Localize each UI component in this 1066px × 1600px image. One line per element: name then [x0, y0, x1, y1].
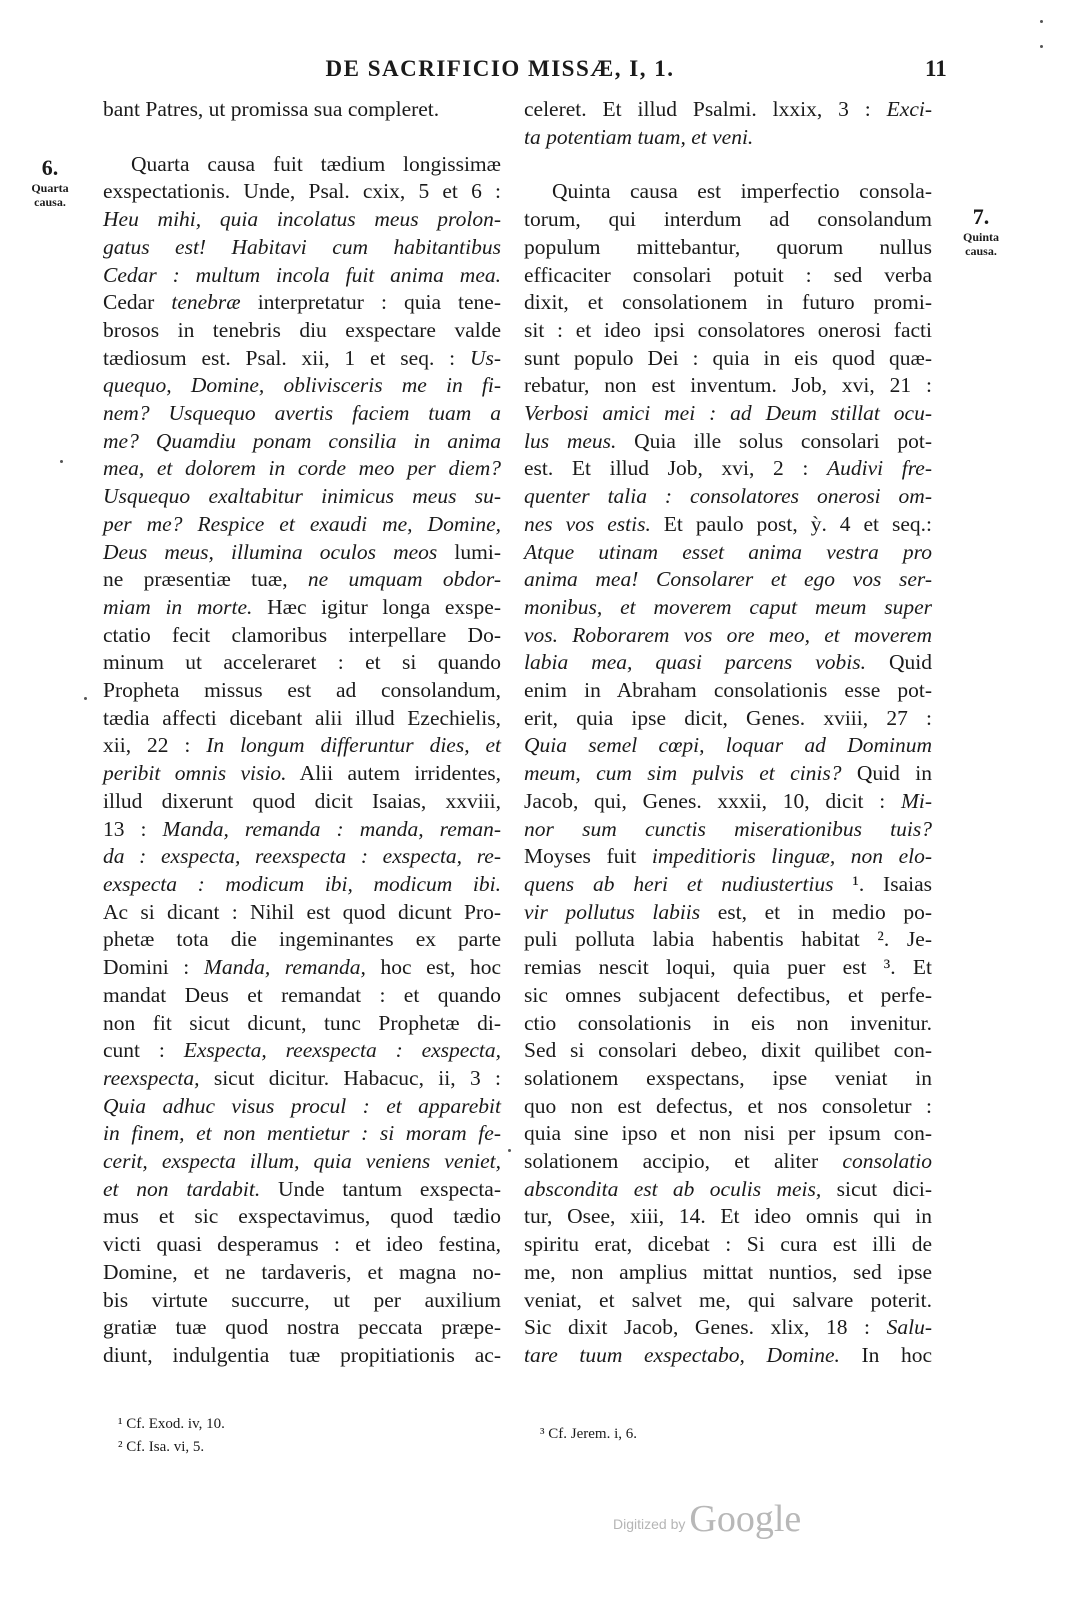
italic-text: per me? Respice et exaudi me, Domine, — [103, 511, 501, 536]
italic-text: In longum differuntur dies, et — [206, 733, 501, 758]
italic-text: Exci- — [886, 97, 932, 121]
text-line — [103, 760, 501, 788]
text-line — [103, 428, 501, 456]
text-line — [524, 1093, 932, 1121]
roman-text: torum, qui interdum ad consolandum — [524, 207, 932, 232]
text-line — [524, 1148, 932, 1176]
roman-text: celeret. Et illud Psalmi. lxxix, 3 : — [524, 97, 887, 121]
italic-text: nem? Usquequo avertis faciem tuam a — [103, 401, 501, 426]
italic-text: mea, et dolorem in corde meo per diem? — [103, 456, 501, 481]
text-line — [103, 511, 501, 539]
roman-text: tædiosum est. Psal. xii, 1 et seq. : — [103, 345, 470, 370]
text-line — [103, 1010, 501, 1038]
roman-text: puli polluta labia habentis habitat ². Je- — [524, 927, 932, 952]
margin-note-number: 7. — [972, 204, 990, 229]
text-line — [524, 1065, 932, 1093]
italic-text: Audivi fre- — [827, 456, 932, 481]
roman-text: solationem accipio, et aliter — [524, 1149, 843, 1174]
italic-text: monibus, et moverem caput meum super — [524, 594, 932, 619]
text-line — [524, 732, 932, 760]
margin-note-left — [28, 155, 72, 209]
roman-text: Propheta missus est ad consolandum, — [103, 678, 501, 703]
roman-text: gratiæ tuæ quod nostra peccata præpe- — [103, 1315, 501, 1340]
right-text-column — [524, 96, 932, 1370]
roman-text: dixit, et consolationem in futuro promi- — [524, 290, 932, 315]
text-line — [103, 1093, 501, 1121]
footnotes-left — [118, 1413, 225, 1459]
text-line — [103, 345, 501, 373]
roman-text: Quinta causa est imperfectio consola- — [552, 179, 932, 204]
italic-text: quenter talia : consolatores onerosi om- — [524, 484, 932, 509]
text-line — [103, 289, 501, 317]
italic-text: Us- — [469, 345, 501, 370]
roman-text: efficaciter consolari potuit : sed verba — [524, 262, 932, 287]
roman-text: mandat Deus et remandat : et quando — [103, 982, 501, 1007]
footnote: ¹ Cf. Exod. iv, 10. — [118, 1416, 225, 1432]
roman-text: quia sine ipso et non nisi per ipsum con- — [524, 1121, 932, 1146]
margin-note-label: Quinta — [962, 230, 999, 244]
italic-text: peribit omnis visio. — [103, 761, 287, 786]
roman-text: remias nescit loqui, quia puer est ³. Et — [524, 955, 932, 980]
italic-text: quens ab heri et nudiustertius — [524, 871, 834, 896]
digitized-watermark — [613, 1500, 801, 1538]
text-line — [524, 1287, 932, 1315]
text-line — [524, 760, 932, 788]
text-line — [103, 732, 501, 760]
roman-text: xii, 22 : — [103, 733, 207, 758]
text-line — [103, 1342, 501, 1370]
text-line — [524, 1231, 932, 1259]
text-line — [524, 428, 932, 456]
roman-text: enim in Abraham consolationis esse pot- — [524, 678, 932, 703]
margin-note-label: Quarta — [31, 181, 69, 195]
text-line — [103, 1231, 501, 1259]
italic-text: gatus est! Habitavi cum habitantibus — [103, 234, 501, 259]
text-line — [524, 954, 932, 982]
text-line — [524, 705, 932, 733]
text-line — [524, 124, 932, 152]
italic-text: Atque utinam esset anima vestra pro — [524, 539, 932, 564]
footnote: ³ Cf. Jerem. i, 6. — [540, 1426, 637, 1442]
text-line — [524, 926, 932, 954]
roman-text: sicut dicitur. Habacuc, ii, 3 : — [199, 1065, 501, 1090]
text-line — [103, 96, 501, 124]
text-line — [103, 899, 501, 927]
italic-text: da : exspecta, reexspecta : exspecta, re- — [103, 844, 501, 869]
roman-text: rebatur, non est inventum. Job, xvi, 21 : — [524, 373, 932, 398]
italic-text: Quia semel cœpi, loquar ad Dominum — [524, 733, 932, 758]
text-line — [524, 345, 932, 373]
roman-text: sicut dici- — [821, 1176, 932, 1201]
text-line — [524, 594, 932, 622]
italic-text: Mi- — [900, 788, 932, 813]
roman-text: ne præsentiæ tuæ, — [103, 567, 308, 592]
text-line — [103, 788, 501, 816]
text-line — [524, 289, 932, 317]
roman-text: ctatio fecit clamoribus interpellare Do- — [103, 622, 501, 647]
roman-text: sit : et ideo ipsi consolatores onerosi facti — [524, 317, 932, 342]
scan-speck — [60, 460, 63, 463]
left-text-column — [103, 96, 501, 1370]
paragraph-gap — [103, 124, 501, 151]
roman-text: mus et sic exspectavimus, quod tædio — [103, 1204, 501, 1229]
italic-text: Usquequo exaltabitur inimicus meus su- — [103, 484, 501, 509]
page-number: 11 — [925, 56, 947, 81]
italic-text: cerit, exspecta illum, quia veniens veniet, — [103, 1149, 501, 1174]
text-line — [103, 816, 501, 844]
roman-text: Domini : — [103, 955, 204, 980]
text-line — [103, 871, 501, 899]
roman-text: sic omnes subjacent defectibus, et perfe- — [524, 982, 932, 1007]
roman-text: 13 : — [103, 816, 163, 841]
italic-text: ne umquam obdor- — [307, 567, 501, 592]
text-line — [524, 649, 932, 677]
text-line — [103, 1148, 501, 1176]
roman-text: Quid — [866, 650, 932, 675]
italic-text: Exspecta, reexspecta : exspecta, — [183, 1038, 501, 1063]
italic-text: abscondita est ab oculis meis, — [524, 1176, 822, 1201]
text-line — [524, 899, 932, 927]
italic-text: vir pollutus labiis — [524, 899, 701, 924]
digitized-by-text: Digitized by — [613, 1516, 686, 1532]
text-line — [103, 982, 501, 1010]
text-line — [524, 982, 932, 1010]
roman-text: Quarta causa fuit tædium longissimæ — [131, 151, 501, 176]
text-line — [524, 206, 932, 234]
text-line — [103, 1176, 501, 1204]
text-line — [103, 455, 501, 483]
text-line — [103, 1314, 501, 1342]
roman-text: Sed si consolari debeo, dixit quilibet con- — [524, 1038, 932, 1063]
margin-note-label: causa. — [965, 244, 997, 258]
roman-text: lumi- — [437, 539, 501, 564]
text-line — [524, 455, 932, 483]
italic-text: me? Quamdiu ponam consilia in anima — [103, 428, 501, 453]
text-line — [103, 400, 501, 428]
text-line — [524, 1120, 932, 1148]
roman-text: cunt : — [103, 1038, 184, 1063]
roman-text: hoc est, hoc — [365, 955, 502, 980]
text-line — [524, 788, 932, 816]
text-line — [103, 677, 501, 705]
text-line — [103, 539, 501, 567]
text-line — [524, 677, 932, 705]
text-line — [524, 1176, 932, 1204]
text-line — [103, 594, 501, 622]
roman-text: Sic dixit Jacob, Genes. xlix, 18 : — [524, 1315, 887, 1340]
roman-text: est, et in medio po- — [700, 899, 932, 924]
text-line — [103, 705, 501, 733]
text-line — [103, 1065, 501, 1093]
margin-note-label: causa. — [34, 195, 66, 209]
roman-text: exspectationis. Unde, Psal. cxix, 5 et 6 : — [103, 179, 501, 204]
google-logo: Google — [689, 1498, 802, 1540]
italic-text: Manda, remanda, — [203, 955, 366, 980]
text-line — [103, 317, 501, 345]
text-line — [524, 400, 932, 428]
text-line — [524, 178, 932, 206]
italic-text: Salu- — [886, 1315, 932, 1340]
italic-text: Manda, remanda : manda, reman- — [162, 816, 501, 841]
text-line — [524, 1314, 932, 1342]
roman-text: veniat, et salvet me, qui salvare poterit. — [524, 1287, 932, 1312]
roman-text: diunt, indulgentia tuæ propitiationis ac- — [103, 1342, 501, 1367]
roman-text: erit, quia ipse dicit, Genes. xviii, 27 : — [524, 705, 932, 730]
text-line — [103, 483, 501, 511]
roman-text: minum ut acceleraret : et si quando — [103, 650, 501, 675]
roman-text: Unde tantum exspecta- — [260, 1176, 501, 1201]
italic-text: nor sum cunctis miserationibus tuis? — [524, 816, 932, 841]
text-line — [524, 234, 932, 262]
italic-text: consolatio — [842, 1149, 932, 1174]
text-line — [103, 151, 501, 179]
footnotes-right — [540, 1423, 637, 1446]
italic-text: in finem, et non mentietur : si moram fe- — [103, 1121, 501, 1146]
scan-speck — [508, 1149, 511, 1152]
italic-text: Deus meus, illumina oculos meos — [103, 539, 438, 564]
roman-text: est. Et illud Job, xvi, 2 : — [524, 456, 827, 481]
roman-text: tædia affecti dicebant alii illud Ezechielis, — [103, 705, 501, 730]
running-head: DE SACRIFICIO MISSÆ, I, 1. — [325, 56, 675, 81]
italic-text: miam in morte. — [103, 594, 253, 619]
text-line — [103, 566, 501, 594]
text-line — [103, 954, 501, 982]
roman-text: Moyses fuit — [524, 844, 652, 869]
text-line — [103, 843, 501, 871]
text-line — [524, 566, 932, 594]
roman-text: non fit sicut dicunt, tunc Prophetæ di- — [103, 1010, 501, 1035]
text-line — [524, 1203, 932, 1231]
text-line — [524, 96, 932, 124]
roman-text: victi quasi desperamus : et ideo festina, — [103, 1232, 501, 1257]
roman-text: Quid in — [841, 761, 932, 786]
scan-speck — [1040, 45, 1043, 48]
roman-text: ctio consolationis in eis non invenitur. — [524, 1010, 932, 1035]
roman-text: Hæc igitur longa exspe- — [252, 594, 501, 619]
italic-text: vos. Roborarem vos ore meo, et moverem — [524, 622, 932, 647]
italic-text: Verbosi amici mei : ad Deum stillat ocu- — [524, 401, 932, 426]
text-line — [103, 622, 501, 650]
roman-text: me, non amplius mittat nuntios, sed ipse — [524, 1259, 932, 1284]
text-line — [103, 372, 501, 400]
italic-text: tare tuum exspectabo, Domine. — [524, 1342, 840, 1367]
italic-text: Cedar : multum incola fuit anima mea. — [103, 262, 501, 287]
text-line — [524, 1259, 932, 1287]
margin-note-number: 6. — [41, 155, 59, 180]
roman-text: spiritu erat, dicebat : Si cura est illi de — [524, 1232, 932, 1257]
text-line — [103, 1037, 501, 1065]
text-line — [103, 262, 501, 290]
scan-speck — [1040, 20, 1043, 23]
italic-text: reexspecta, — [103, 1065, 200, 1090]
text-line — [103, 1120, 501, 1148]
italic-text: lus meus. — [524, 428, 617, 453]
roman-text: Jacob, qui, Genes. xxxii, 10, dicit : — [524, 788, 901, 813]
text-line — [524, 539, 932, 567]
margin-note-right — [950, 204, 1012, 258]
roman-text: Domine, et ne tardaveris, et magna no- — [103, 1259, 501, 1284]
scan-speck — [84, 697, 87, 700]
italic-text: et non tardabit. — [103, 1176, 261, 1201]
text-line — [524, 1037, 932, 1065]
roman-text: populum mittebantur, quorum nullus — [524, 234, 932, 259]
roman-text: quo non est defectus, et nos consoletur : — [524, 1093, 932, 1118]
roman-text: Cedar — [103, 290, 172, 315]
text-line — [524, 483, 932, 511]
roman-text: Quia ille solus consolari pot- — [616, 428, 933, 453]
italic-text: Heu mihi, quia incolatus meus prolon- — [103, 207, 501, 232]
roman-text: Ac si dicant : Nihil est quod dicunt Pro- — [103, 899, 501, 924]
text-line — [103, 178, 501, 206]
text-line — [103, 234, 501, 262]
italic-text: tenebræ — [171, 290, 241, 315]
italic-text: anima mea! Consolarer et ego vos ser- — [524, 567, 932, 592]
text-line — [103, 649, 501, 677]
italic-text: quequo, Domine, oblivisceris me in fi- — [103, 373, 501, 398]
text-line — [524, 1010, 932, 1038]
roman-text: sunt populo Dei : quia in eis quod quæ- — [524, 345, 932, 370]
italic-text: labia mea, quasi parcens vobis. — [524, 650, 866, 675]
text-line — [524, 1342, 932, 1370]
text-line — [524, 317, 932, 345]
text-line — [524, 372, 932, 400]
roman-text: solationem exspectans, ipse veniat in — [524, 1065, 932, 1090]
roman-text: bant Patres, ut promissa sua compleret. — [103, 97, 440, 121]
text-line — [103, 1203, 501, 1231]
text-line — [103, 1259, 501, 1287]
text-line — [103, 206, 501, 234]
roman-text: Alii autem irridentes, — [286, 761, 501, 786]
italic-text: ta potentiam tuam, et veni. — [524, 124, 754, 149]
text-line — [103, 926, 501, 954]
text-line — [524, 871, 932, 899]
footnote: ² Cf. Isa. vi, 5. — [118, 1439, 205, 1455]
text-line — [524, 622, 932, 650]
text-line — [524, 511, 932, 539]
italic-text: exspecta : modicum ibi, modicum ibi. — [103, 871, 501, 896]
roman-text: brosos in tenebris diu exspectare valde — [103, 317, 501, 342]
text-line — [524, 843, 932, 871]
text-line — [524, 816, 932, 844]
roman-text: phetæ tota die ingeminantes ex parte — [103, 927, 501, 952]
paragraph-gap — [524, 151, 932, 178]
italic-text: nes vos estis. — [524, 511, 651, 536]
roman-text: In hoc — [839, 1342, 933, 1367]
roman-text: ¹. Isaias — [833, 871, 932, 896]
roman-text: illud dixerunt quod dicit Isaias, xxviii, — [103, 788, 501, 813]
text-line — [103, 1287, 501, 1315]
roman-text: interpretatur : quia tene- — [240, 290, 501, 315]
italic-text: meum, cum sim pulvis et cinis? — [524, 761, 842, 786]
text-line — [524, 262, 932, 290]
roman-text: tur, Osee, xiii, 14. Et ideo omnis qui in — [524, 1204, 932, 1229]
roman-text: bis virtute succurre, ut per auxilium — [103, 1287, 501, 1312]
italic-text: impeditioris linguæ, non elo- — [651, 844, 932, 869]
italic-text: Quia adhuc visus procul : et apparebit — [103, 1093, 501, 1118]
roman-text: Et paulo post, ỳ. 4 et seq.: — [650, 511, 932, 536]
